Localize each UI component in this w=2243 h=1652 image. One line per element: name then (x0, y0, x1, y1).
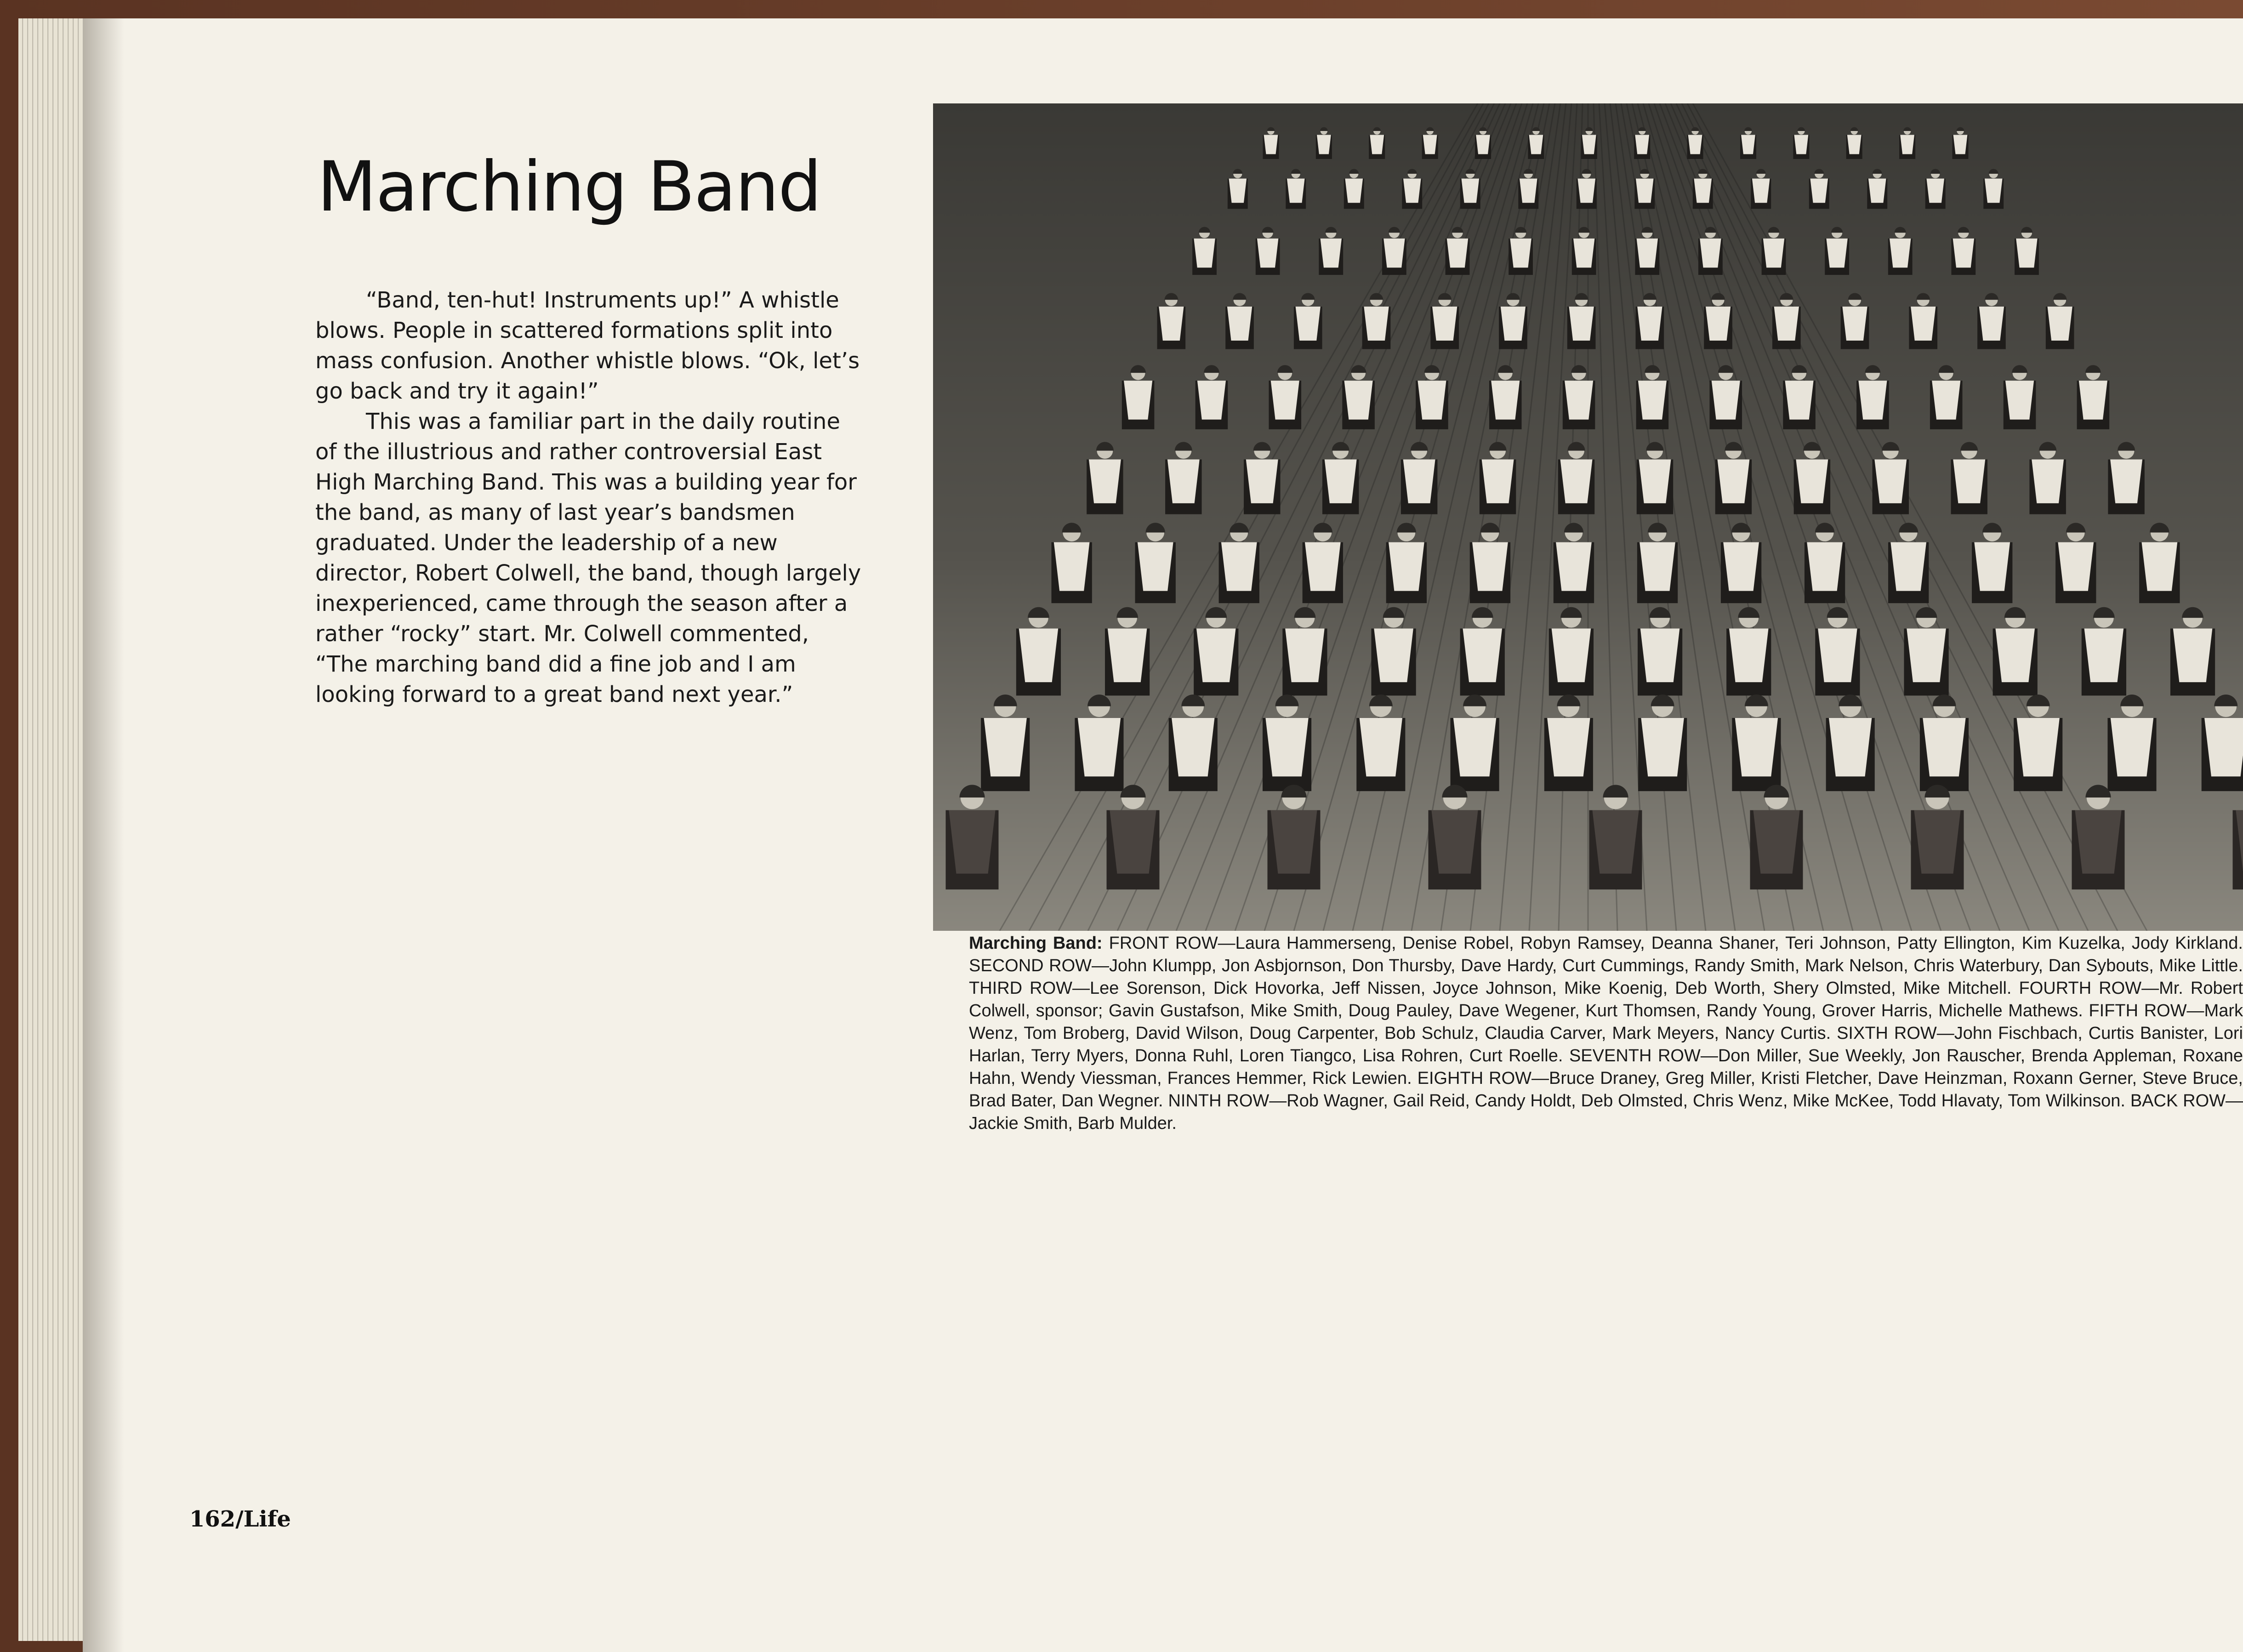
member-uniform-bib (1285, 628, 1325, 682)
member-uniform-bib (1985, 179, 2003, 203)
member-uniform-bib (1287, 179, 1305, 203)
member-uniform-bib (1403, 179, 1421, 203)
member-uniform-bib (2110, 460, 2142, 503)
photo-caption (969, 932, 2243, 1171)
member-uniform-bib (1688, 135, 1702, 154)
member-uniform-bib (1565, 381, 1593, 420)
member-uniform-bib (1556, 542, 1592, 591)
article-body (315, 285, 867, 710)
member-uniform-bib (1054, 542, 1090, 591)
member-uniform-bib (1305, 542, 1341, 591)
page-title: Marching Band (317, 147, 821, 227)
member-uniform-bib (1344, 381, 1373, 420)
member-uniform-bib (1829, 718, 1872, 776)
member-uniform-bib (2075, 810, 2121, 874)
caption-label: Marching Band: (969, 934, 1103, 953)
member-uniform-bib (1257, 239, 1278, 268)
member-uniform-bib (1752, 179, 1770, 203)
member-uniform-bib (1763, 239, 1784, 268)
member-uniform-bib (1818, 628, 1857, 682)
member-uniform-bib (1389, 542, 1424, 591)
member-uniform-bib (1638, 381, 1667, 420)
member-uniform-bib (1271, 381, 1299, 420)
member-uniform-bib (1246, 460, 1278, 503)
member-uniform-bib (1774, 307, 1799, 341)
member-uniform-bib (1858, 381, 1887, 420)
member-uniform-bib (1345, 179, 1363, 203)
member-uniform-bib (1712, 381, 1740, 420)
member-uniform-bib (1089, 460, 1121, 503)
member-uniform-bib (1360, 718, 1402, 776)
member-uniform-bib (1700, 239, 1721, 268)
member-uniform-bib (1374, 628, 1413, 682)
member-uniform-bib (1110, 810, 1156, 874)
member-uniform-bib (1753, 810, 1799, 874)
member-uniform-bib (1641, 718, 1684, 776)
member-uniform-bib (1159, 307, 1184, 341)
member-uniform-bib (1907, 628, 1946, 682)
member-uniform-bib (1229, 179, 1247, 203)
member-uniform-bib (1418, 381, 1446, 420)
member-uniform-bib (1383, 239, 1405, 268)
member-uniform-bib (1723, 542, 1759, 591)
member-uniform-bib (1325, 460, 1357, 503)
member-uniform-bib (1552, 628, 1591, 682)
member-uniform-bib (1317, 135, 1331, 154)
member-uniform-bib (1019, 628, 1059, 682)
member-uniform-bib (1461, 179, 1479, 203)
member-uniform-bib (1926, 179, 1944, 203)
member-uniform-bib (1868, 179, 1886, 203)
member-uniform-bib (1078, 718, 1121, 776)
member-uniform-bib (1172, 718, 1214, 776)
member-uniform-bib (1911, 307, 1936, 341)
member-uniform-bib (1890, 542, 1926, 591)
member-uniform-bib (1167, 460, 1200, 503)
member-uniform-bib (1510, 239, 1531, 268)
member-uniform-bib (1321, 239, 1342, 268)
member-uniform-bib (1637, 307, 1662, 341)
member-uniform-bib (1953, 239, 1974, 268)
member-uniform-bib (1842, 307, 1867, 341)
member-uniform-bib (1729, 628, 1769, 682)
page-number: 162/Life (189, 1506, 291, 1532)
member-uniform-bib (1635, 135, 1649, 154)
member-uniform-bib (1694, 179, 1712, 203)
gutter-shadow (83, 18, 124, 1652)
member-uniform-bib (1785, 381, 1814, 420)
member-uniform-bib (1501, 307, 1526, 341)
member-uniform-bib (1364, 307, 1389, 341)
member-uniform-bib (1995, 628, 2035, 682)
band-photo-illustration (933, 103, 2243, 931)
member-uniform-bib (1560, 460, 1593, 503)
member-uniform-bib (1108, 628, 1147, 682)
member-uniform-bib (1221, 542, 1257, 591)
member-uniform-bib (1227, 307, 1252, 341)
member-uniform-bib (1914, 810, 1960, 874)
member-uniform-bib (1569, 307, 1594, 341)
member-uniform-bib (1953, 135, 1968, 154)
member-uniform-bib (1547, 718, 1590, 776)
member-uniform-bib (2017, 718, 2060, 776)
member-uniform-bib (1706, 307, 1731, 341)
member-uniform-bib (1807, 542, 1843, 591)
member-uniform-bib (1874, 460, 1907, 503)
member-uniform-bib (2005, 381, 2034, 420)
member-uniform-bib (2058, 542, 2094, 591)
member-uniform-bib (1194, 239, 1215, 268)
member-uniform-bib (1592, 810, 1639, 874)
member-uniform-bib (1476, 135, 1490, 154)
member-uniform-bib (1794, 135, 1808, 154)
member-uniform-bib (1900, 135, 1914, 154)
member-uniform-bib (1573, 239, 1594, 268)
member-uniform-bib (1923, 718, 1965, 776)
member-uniform-bib (1520, 179, 1537, 203)
member-uniform-bib (1637, 239, 1658, 268)
member-uniform-bib (1296, 307, 1321, 341)
member-uniform-bib (1124, 381, 1152, 420)
member-uniform-bib (1403, 460, 1435, 503)
member-uniform-bib (1826, 239, 1847, 268)
article-paragraph: This was a familiar part in the daily routine of the illustrious and rather controversial East High Marching Band. This was a building year for the band, as many of last year’s bandsmen graduated. Under the leadership of a new director, Robert Colwell, the band, though largely inexperienced, came through the season after a rather “rocky” start. Mr. Colwell commented, “The marching band did a fine job and I am looking forward to a great band next year.” (315, 409, 861, 707)
member-uniform-bib (1453, 718, 1496, 776)
member-uniform-bib (1636, 179, 1654, 203)
member-uniform-bib (1432, 307, 1457, 341)
member-uniform-bib (2173, 628, 2213, 682)
caption-names: FRONT ROW—Laura Hammerseng, Denise Robel, Robyn Ramsey, Deanna Shaner, Teri Johnson, Patty Ellington, Kim Kuzelka, Jody Kirkland. SECOND ROW—John Klumpp, Jon Asbjornson, Don Thursby, Dave Hardy, Curt Cummings, Randy Smith, Mark Nelson, Chris Waterbury, Dan Sybouts, Mike Little. THIRD ROW—Lee Sorenson, Dick Hovorka, Jeff Nissen, Joyce Johnson, Mike Koenig, Deb Worth, Shery Olmsted, Mike Mitchell. FOURTH ROW—Mr. Robert Colwell, sponsor; Gavin Gustafson, Mike Smith, Doug Pauley, Dave Wegener, Kurt Thomsen, Randy Young, Grover Harris, Michelle Mathews. FIFTH ROW—Mark Wenz, Tom Broberg, David Wilson, Doug Carpenter, Bob Schulz, Claudia Carver, Mark Meyers, Nancy Curtis. SIXTH ROW—John Fischbach, Curtis Banister, Lori Harlan, Terry Myers, Donna Ruhl, Loren Tiangco, Lisa Rohren, Curt Roelle. SEVENTH ROW—Don Miller, Sue Weekly, Jon Rauscher, Brenda Appleman, Roxane Hahn, Wendy Viessman, Frances Hemmer, Rick Lewien. EIGHTH ROW—Bruce Draney, Greg Miller, Kristi Fletcher, Dave Heinzman, Roxann Gerner, Steve Bruce, Brad Bater, Dan Wegner. NINTH ROW—Rob Wagner, Gail Reid, Candy Holdt, Deb Olmsted, Chris Wenz, Mike McKee, Todd Hlavaty, Tom Wilkinson. BACK ROW—Jackie Smith, Barb Mulder. (969, 934, 2243, 1133)
member-uniform-bib (1717, 460, 1749, 503)
member-uniform-bib (2048, 307, 2072, 341)
member-uniform-bib (1735, 718, 1778, 776)
member-uniform-bib (1265, 718, 1308, 776)
member-uniform-bib (1264, 135, 1278, 154)
member-uniform-bib (1472, 542, 1508, 591)
member-uniform-bib (984, 718, 1027, 776)
member-uniform-bib (1582, 135, 1596, 154)
member-uniform-bib (1890, 239, 1911, 268)
member-uniform-bib (1979, 307, 2004, 341)
member-uniform-bib (2032, 460, 2064, 503)
member-uniform-bib (1491, 381, 1520, 420)
member-uniform-bib (1196, 628, 1236, 682)
member-uniform-bib (1847, 135, 1862, 154)
member-uniform-bib (1974, 542, 2010, 591)
member-uniform-bib (1138, 542, 1173, 591)
member-uniform-bib (1810, 179, 1828, 203)
article-paragraph: “Band, ten-hut! Instruments up!” A whistle blows. People in scattered formations split into mass confusion. Another whistle blows. “Ok, let’s go back and try it again!” (315, 287, 860, 404)
member-uniform-bib (1270, 810, 1317, 874)
member-uniform-bib (2079, 381, 2107, 420)
member-uniform-bib (1741, 135, 1755, 154)
member-uniform-bib (949, 810, 995, 874)
member-uniform-bib (1423, 135, 1437, 154)
member-uniform-bib (1482, 460, 1514, 503)
member-uniform-bib (1639, 460, 1671, 503)
member-uniform-bib (1529, 135, 1543, 154)
member-uniform-bib (1577, 179, 1595, 203)
member-uniform-bib (1197, 381, 1226, 420)
member-uniform-bib (1932, 381, 1960, 420)
member-uniform-bib (2111, 718, 2153, 776)
member-uniform-bib (1431, 810, 1478, 874)
member-uniform-bib (1640, 542, 1675, 591)
member-uniform-bib (1953, 460, 1985, 503)
member-uniform-bib (1370, 135, 1384, 154)
member-uniform-bib (2084, 628, 2124, 682)
member-uniform-bib (2016, 239, 2037, 268)
band-group-photo (933, 103, 2243, 931)
member-uniform-bib (1447, 239, 1468, 268)
member-uniform-bib (1796, 460, 1828, 503)
member-uniform-bib (2141, 542, 2177, 591)
member-uniform-bib (1463, 628, 1502, 682)
member-uniform-bib (1640, 628, 1680, 682)
